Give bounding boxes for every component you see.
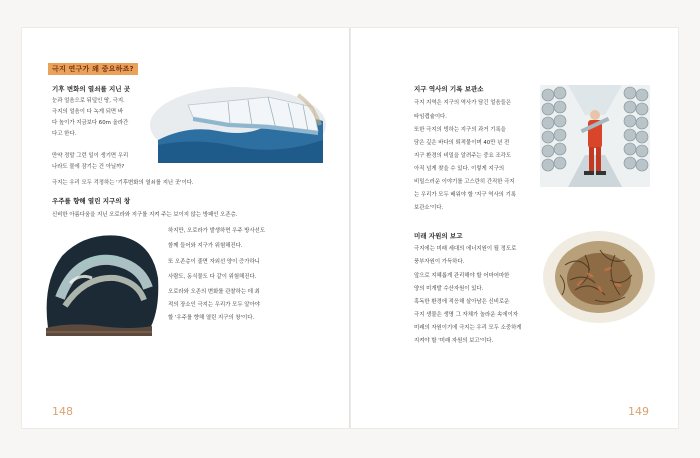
heading-space-window: 우주를 향해 열린 지구의 창 bbox=[52, 197, 131, 205]
text-line: 눈과 얼음으로 뒤덮인 땅, 극지. bbox=[52, 98, 125, 104]
text-line: 아직 넘게 찾을 수 있다. 이렇게 지구의 bbox=[414, 166, 505, 172]
page-number-right: 149 bbox=[628, 405, 649, 418]
text-line: 적의 장소인 극지는 우리가 모두 알아야 bbox=[168, 302, 260, 308]
text-line: 지켜야 할 '미래 자원의 보고'이다. bbox=[414, 338, 494, 344]
text-line: 극지의 얼음이 다 녹게 되면 바 bbox=[52, 109, 124, 115]
text-line: 하지만, 오로라가 발생하면 우주 방사선도 bbox=[168, 228, 266, 234]
text-line: 할 '우주를 향해 열린 지구의 창'이다. bbox=[168, 315, 255, 321]
aurora-illustration bbox=[40, 228, 162, 338]
text-line: 함께 들어와 지구가 위험해진다. bbox=[168, 243, 243, 249]
text-line: 극지 생물은 생명 그 자체가 놀라운 속에이자 bbox=[414, 312, 519, 318]
text-line: 나라도 물에 잠기는 건 아닐까? bbox=[52, 164, 125, 170]
text-line: 혹독한 환경에 적응해 살아남은 신비로운 bbox=[414, 299, 510, 305]
text-line: 또한 극지의 빙하는 지구의 과거 기록을 bbox=[414, 127, 506, 133]
text-line: 또 오존층이 줄면 자외선 양이 증가하니 bbox=[168, 259, 260, 265]
text-line: 풍부자원이 가득하다. bbox=[414, 259, 465, 265]
text-line: 비밀스러운 이야기를 고스란히 간직한 극지 bbox=[414, 179, 515, 185]
heading-future-resources: 미래 자원의 보고 bbox=[414, 232, 463, 240]
text-line: 미래의 자원이기에 극지는 우리 모두 소중하게 bbox=[414, 325, 522, 331]
text-line: 담은 깊은 바다의 퇴적물이며 40만 년 전 bbox=[414, 140, 510, 146]
text-line: 사람도, 동식물도 다 같이 위험해진다. bbox=[168, 274, 257, 280]
text-line: 다고 한다. bbox=[52, 131, 77, 137]
text-line: 만약 정말 그런 일이 생기면 우리 bbox=[52, 153, 129, 159]
text-line: 극지에는 미래 세대의 에너지원이 될 정도로 bbox=[414, 246, 517, 252]
ice-core-archive-illustration bbox=[540, 85, 650, 187]
glacier-illustration bbox=[148, 85, 328, 165]
text-line: 보관소'이다. bbox=[414, 205, 444, 211]
krill-resource-illustration bbox=[540, 225, 658, 325]
page-number-left: 148 bbox=[52, 405, 73, 418]
text-line: 극지 지역은 지구의 역사가 담긴 얼음들은 bbox=[414, 100, 512, 106]
text-line: 오로라와 오존의 변화를 관찰하는 데 최 bbox=[168, 289, 260, 295]
text-line: 다 높이가 지금보다 60m 올라간 bbox=[52, 120, 129, 126]
text-line: 극지는 우리 모두 걱정하는 '기후변화의 열쇠를 지닌 곳'이다. bbox=[52, 180, 194, 186]
text-line: 는 우리가 모두 배워야 할 '지구 역사의 기록 bbox=[414, 192, 517, 198]
section-badge: 극지 연구가 왜 중요하죠? bbox=[48, 63, 138, 75]
heading-earth-archive: 지구 역사의 기록 보관소 bbox=[414, 85, 484, 93]
text-line: 양의 미개발 수산자원이 있다. bbox=[414, 286, 484, 292]
heading-climate: 기후 변화의 열쇠를 지닌 곳 bbox=[52, 85, 131, 93]
text-line: 앞으로 지혜롭게 관리해야 할 어마어마한 bbox=[414, 273, 510, 279]
text-line: 지구 환경의 비밀을 알려주는 중요 조각도 bbox=[414, 153, 512, 159]
text-line: 신비한 아름다움을 지닌 오로라와 지구를 지켜 주는 보이지 않는 방패인 오존층. bbox=[52, 212, 238, 218]
text-line: 타임캡슐이다. bbox=[414, 114, 447, 120]
